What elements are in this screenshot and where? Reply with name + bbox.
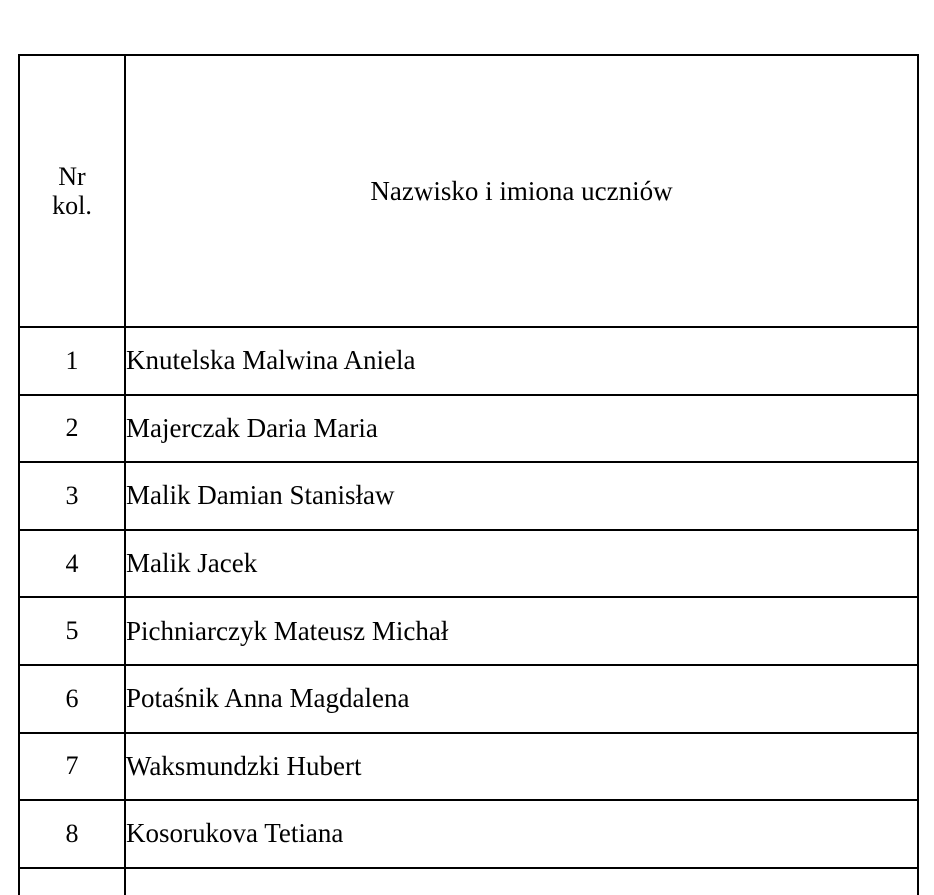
row-number: 4	[19, 530, 125, 598]
student-name: Knutelska Malwina Aniela	[125, 327, 918, 395]
student-name: Pichniarczyk Mateusz Michał	[125, 597, 918, 665]
table-row	[19, 665, 918, 733]
table-row	[19, 462, 918, 530]
row-number: 5	[19, 597, 125, 665]
student-name: Waksmundzki Hubert	[125, 733, 918, 801]
student-name: Malik Damian Stanisław	[125, 462, 918, 530]
student-name: Potaśnik Anna Magdalena	[125, 665, 918, 733]
nr-header-line1: Nr	[58, 162, 86, 191]
row-number: 2	[19, 395, 125, 463]
table-row	[19, 868, 918, 895]
nr-column-header	[19, 55, 125, 327]
row-number: 8	[19, 800, 125, 868]
table-row	[19, 597, 918, 665]
table-row	[19, 733, 918, 801]
student-name	[125, 868, 918, 895]
row-number: 6	[19, 665, 125, 733]
row-number	[19, 868, 125, 895]
row-number: 7	[19, 733, 125, 801]
table-row	[19, 327, 918, 395]
student-name: Majerczak Daria Maria	[125, 395, 918, 463]
row-number: 3	[19, 462, 125, 530]
student-roster-table	[18, 54, 919, 895]
table-row	[19, 530, 918, 598]
table-header-row	[19, 55, 918, 327]
nr-header-line2: kol.	[52, 191, 92, 220]
student-name: Malik Jacek	[125, 530, 918, 598]
table-row	[19, 395, 918, 463]
table-row	[19, 800, 918, 868]
student-name: Kosorukova Tetiana	[125, 800, 918, 868]
name-column-header: Nazwisko i imiona uczniów	[125, 55, 918, 327]
row-number: 1	[19, 327, 125, 395]
